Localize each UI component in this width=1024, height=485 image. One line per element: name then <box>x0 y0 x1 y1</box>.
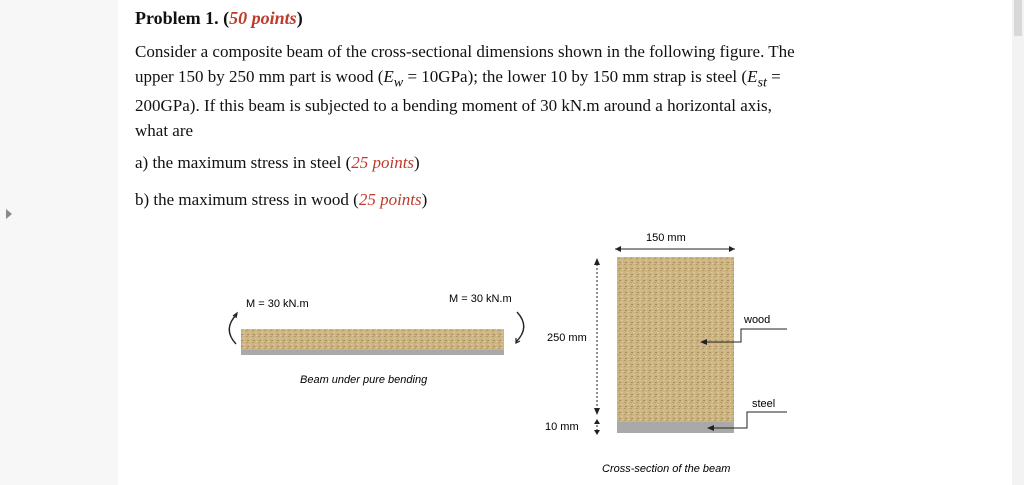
points-paren-close: ) <box>296 8 303 28</box>
question-a-close: ) <box>414 153 420 172</box>
beam-wood-layer <box>241 329 504 350</box>
beam-caption: Beam under pure bending <box>300 374 428 386</box>
steel-label: steel <box>752 398 776 410</box>
line2-text-c: = <box>766 66 781 86</box>
modulus-wood-symbol: E <box>383 66 394 86</box>
modulus-wood-subscript: w <box>393 73 404 90</box>
line2-text-b: = 10GPa); the lower 10 by 150 mm strap is steel ( <box>403 66 748 86</box>
moment-right-label: M = 30 kN.m <box>449 293 512 305</box>
steel-thickness-label: 10 mm <box>545 421 579 433</box>
statement-line-4: what are <box>135 120 194 140</box>
moment-left-arrow-icon <box>229 314 237 344</box>
steel-arrow-down-icon <box>594 430 600 435</box>
question-b-text: b) the maximum stress in wood ( <box>135 190 359 209</box>
wood-label: wood <box>744 314 771 326</box>
width-dimension-label: 150 mm <box>646 232 686 244</box>
height-arrow-down-icon <box>594 408 600 415</box>
statement-line-3: 200GPa). If this beam is subjected to a bending moment of 30 kN.m around a horizontal axis, <box>135 96 772 116</box>
statement-line-1: Consider a composite beam of the cross-sectional dimensions shown in the following figure. The <box>135 42 795 61</box>
cross-section-figure <box>545 232 787 475</box>
moment-left-label: M = 30 kN.m <box>246 298 309 310</box>
width-arrow-right-icon <box>729 246 735 252</box>
problem-points: 50 points <box>229 8 297 28</box>
line2-text-a: upper 150 by 250 mm part is wood ( <box>135 66 384 86</box>
question-a-text: a) the maximum stress in steel ( <box>135 153 352 172</box>
section-caption: Cross-section of the beam <box>602 463 731 475</box>
section-wood <box>617 257 734 422</box>
moment-right-arrow-icon <box>516 312 524 342</box>
beam-steel-layer <box>241 350 504 355</box>
width-arrow-left-icon <box>615 246 621 252</box>
question-b-close: ) <box>421 190 428 209</box>
height-dimension-label: 250 mm <box>547 332 587 344</box>
modulus-steel-subscript: st <box>757 73 767 90</box>
question-b-points: 25 points <box>358 190 422 209</box>
height-arrow-up-icon <box>594 258 600 265</box>
steel-arrow-up-icon <box>594 419 600 424</box>
problem-title: Problem 1. <box>135 8 219 28</box>
points-paren-open: ( <box>223 8 230 28</box>
question-a-points: 25 points <box>351 153 415 172</box>
modulus-steel-symbol: E <box>747 66 758 86</box>
beam-figure <box>229 293 524 386</box>
